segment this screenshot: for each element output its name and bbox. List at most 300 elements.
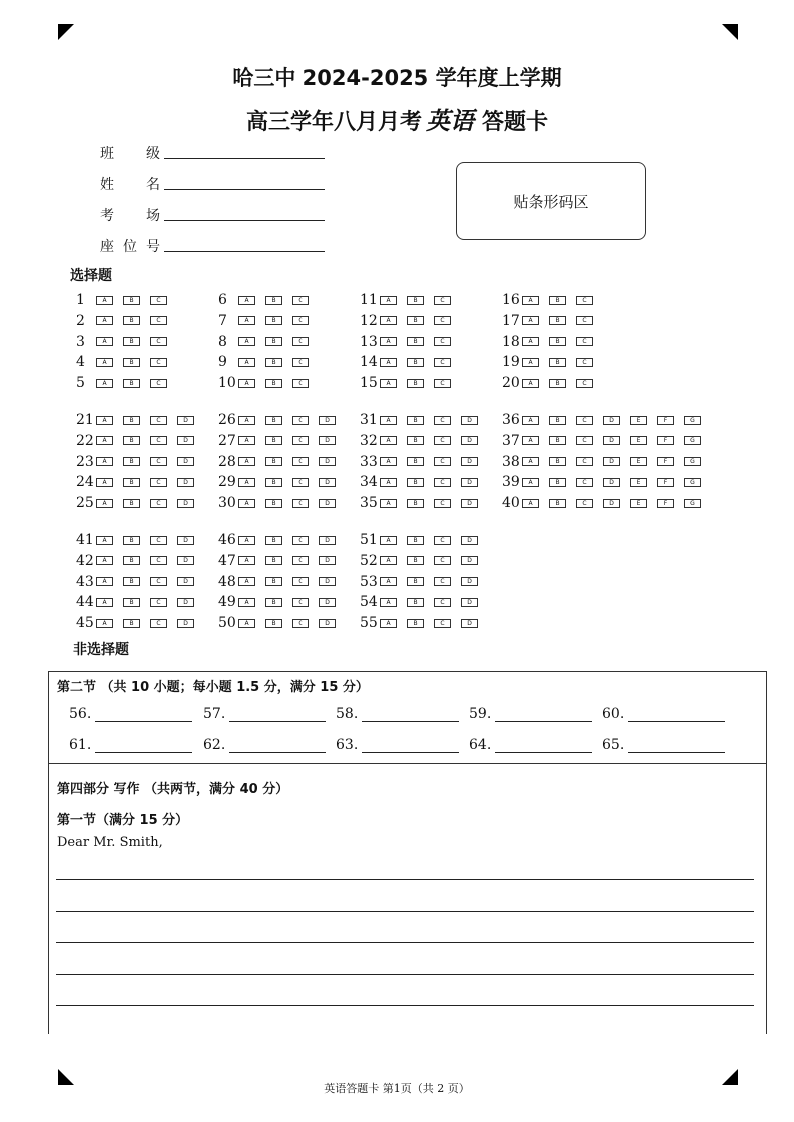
option-bubble-a[interactable]: A [238, 457, 255, 466]
option-bubble-d[interactable]: D [177, 536, 194, 545]
option-bubble-a[interactable]: A [522, 379, 539, 388]
blank-60[interactable]: 60. [602, 706, 725, 722]
option-bubble-b[interactable]: B [123, 499, 140, 508]
option-bubble-b[interactable]: B [265, 536, 282, 545]
option-bubble-d[interactable]: D [177, 416, 194, 425]
option-bubble-d[interactable]: D [177, 577, 194, 586]
question-54 [360, 593, 488, 611]
option-bubble-d[interactable]: D [461, 436, 478, 445]
option-bubble-d[interactable]: D [461, 598, 478, 607]
option-bubble-c[interactable]: C [434, 536, 451, 545]
option-bubble-b[interactable]: B [407, 416, 424, 425]
option-bubble-c[interactable]: C [150, 457, 167, 466]
question-number: 19 [502, 354, 520, 371]
option-bubble-c[interactable]: C [150, 598, 167, 607]
question-4 [76, 353, 177, 371]
option-bubble-c[interactable]: C [292, 358, 309, 367]
option-bubble-b[interactable]: B [407, 358, 424, 367]
option-bubble-b[interactable]: B [123, 478, 140, 487]
option-bubble-c[interactable]: C [292, 436, 309, 445]
option-bubble-a[interactable]: A [96, 436, 113, 445]
part4-subheading: 第一节（满分 15 分） [57, 813, 189, 828]
option-bubble-a[interactable]: A [238, 436, 255, 445]
option-bubble-a[interactable]: A [522, 499, 539, 508]
option-bubble-b[interactable]: B [123, 457, 140, 466]
question-45 [76, 614, 204, 632]
exam-title: 哈三中 2024-2025 学年度上学期 [232, 66, 562, 90]
option-bubble-c[interactable]: C [292, 499, 309, 508]
option-bubble-c[interactable]: C [150, 478, 167, 487]
option-bubble-a[interactable]: A [96, 379, 113, 388]
option-bubble-b[interactable]: B [265, 577, 282, 586]
option-bubble-b[interactable]: B [549, 436, 566, 445]
question-1 [76, 291, 177, 309]
option-bubble-a[interactable]: A [522, 337, 539, 346]
option-bubble-b[interactable]: B [407, 619, 424, 628]
option-bubble-d[interactable]: D [603, 457, 620, 466]
option-bubble-a[interactable]: A [380, 457, 397, 466]
option-bubble-b[interactable]: B [265, 598, 282, 607]
option-bubble-c[interactable]: C [292, 379, 309, 388]
question-number: 36 [502, 412, 520, 428]
option-bubble-c[interactable]: C [434, 499, 451, 508]
option-bubble-a[interactable]: A [522, 296, 539, 305]
option-bubble-c[interactable]: C [292, 536, 309, 545]
option-bubble-b[interactable]: B [123, 416, 140, 425]
question-number: 4 [76, 354, 85, 371]
question-47 [218, 552, 346, 570]
option-bubble-c[interactable]: C [576, 499, 593, 508]
option-bubble-b[interactable]: B [407, 556, 424, 565]
option-bubble-g[interactable]: G [684, 436, 701, 445]
option-bubble-b[interactable]: B [265, 337, 282, 346]
blank-62[interactable]: 62. [203, 737, 326, 753]
option-bubble-c[interactable]: C [434, 457, 451, 466]
option-bubble-c[interactable]: C [434, 337, 451, 346]
option-bubble-b[interactable]: B [265, 457, 282, 466]
writing-line[interactable] [56, 974, 754, 975]
option-bubble-b[interactable]: B [123, 536, 140, 545]
option-bubble-a[interactable]: A [380, 436, 397, 445]
option-bubble-a[interactable]: A [96, 296, 113, 305]
writing-line[interactable] [56, 911, 754, 912]
question-number: 13 [360, 333, 378, 350]
option-bubble-b[interactable]: B [265, 379, 282, 388]
option-bubble-c[interactable]: C [434, 598, 451, 607]
writing-line[interactable] [56, 942, 754, 943]
option-bubble-a[interactable]: A [238, 337, 255, 346]
option-bubble-a[interactable]: A [238, 619, 255, 628]
subtitle-pre: 高三学年八月月考 [245, 110, 422, 135]
option-bubble-b[interactable]: B [549, 379, 566, 388]
blank-61[interactable]: 61. [69, 737, 192, 753]
option-bubble-c[interactable]: C [292, 598, 309, 607]
option-bubble-c[interactable]: C [150, 316, 167, 325]
option-bubble-d[interactable]: D [177, 457, 194, 466]
question-number: 22 [76, 432, 94, 449]
option-bubble-c[interactable]: C [292, 296, 309, 305]
question-number: 18 [502, 333, 520, 350]
option-bubble-c[interactable]: C [434, 316, 451, 325]
question-48 [218, 573, 346, 591]
option-bubble-g[interactable]: G [684, 499, 701, 508]
option-bubble-b[interactable]: B [549, 358, 566, 367]
question-number: 29 [218, 474, 236, 491]
question-number: 53 [360, 573, 378, 590]
question-10 [218, 374, 319, 392]
option-bubble-b[interactable]: B [549, 457, 566, 466]
question-number: 50 [218, 615, 236, 631]
option-bubble-d[interactable]: D [319, 598, 336, 607]
option-bubble-a[interactable]: A [522, 358, 539, 367]
question-number: 24 [76, 474, 94, 491]
option-bubble-a[interactable]: A [96, 536, 113, 545]
option-bubble-a[interactable]: A [238, 556, 255, 565]
option-bubble-d[interactable]: D [177, 478, 194, 487]
option-bubble-c[interactable]: C [576, 436, 593, 445]
option-bubble-a[interactable]: A [380, 499, 397, 508]
option-bubble-g[interactable]: G [684, 457, 701, 466]
option-bubble-d[interactable]: D [319, 416, 336, 425]
blank-63[interactable]: 63. [336, 737, 459, 753]
question-24 [76, 473, 204, 491]
option-bubble-b[interactable]: B [407, 598, 424, 607]
option-bubble-b[interactable]: B [407, 436, 424, 445]
option-bubble-d[interactable]: D [461, 499, 478, 508]
option-bubble-b[interactable]: B [407, 296, 424, 305]
blank-64[interactable]: 64. [469, 737, 592, 753]
option-bubble-c[interactable]: C [150, 416, 167, 425]
option-bubble-b[interactable]: B [407, 577, 424, 586]
option-bubble-b[interactable]: B [407, 499, 424, 508]
info-field-seat[interactable] [100, 236, 160, 256]
question-43 [76, 573, 204, 591]
option-bubble-d[interactable]: D [177, 436, 194, 445]
option-bubble-a[interactable]: A [380, 337, 397, 346]
option-bubble-c[interactable]: C [292, 316, 309, 325]
question-number: 48 [218, 573, 236, 590]
option-bubble-d[interactable]: D [319, 577, 336, 586]
option-bubble-b[interactable]: B [549, 316, 566, 325]
option-bubble-b[interactable]: B [407, 316, 424, 325]
option-bubble-b[interactable]: B [123, 337, 140, 346]
option-bubble-f[interactable]: F [657, 499, 674, 508]
option-bubble-c[interactable]: C [434, 358, 451, 367]
question-number: 52 [360, 552, 378, 569]
option-bubble-d[interactable]: D [461, 478, 478, 487]
option-bubble-a[interactable]: A [238, 499, 255, 508]
option-bubble-b[interactable]: B [407, 536, 424, 545]
answer-box [48, 671, 767, 1034]
option-bubble-b[interactable]: B [265, 416, 282, 425]
option-bubble-b[interactable]: B [549, 337, 566, 346]
option-bubble-b[interactable]: B [123, 296, 140, 305]
option-bubble-c[interactable]: C [150, 619, 167, 628]
option-bubble-a[interactable]: A [238, 296, 255, 305]
option-bubble-g[interactable]: G [684, 478, 701, 487]
option-bubble-c[interactable]: C [292, 619, 309, 628]
info-label: 考场 [100, 208, 160, 224]
question-number: 7 [218, 312, 227, 329]
question-55 [360, 614, 488, 632]
subject-name: 英语 [426, 106, 474, 135]
option-bubble-a[interactable]: A [522, 457, 539, 466]
option-bubble-b[interactable]: B [265, 619, 282, 628]
option-bubble-b[interactable]: B [265, 358, 282, 367]
letter-salutation: Dear Mr. Smith, [57, 835, 163, 850]
option-bubble-c[interactable]: C [150, 337, 167, 346]
option-bubble-g[interactable]: G [684, 416, 701, 425]
option-bubble-c[interactable]: C [434, 296, 451, 305]
option-bubble-a[interactable]: A [96, 499, 113, 508]
option-bubble-c[interactable]: C [434, 478, 451, 487]
option-bubble-c[interactable]: C [576, 337, 593, 346]
question-8 [218, 333, 319, 351]
blank-65[interactable]: 65. [602, 737, 725, 753]
option-bubble-c[interactable]: C [150, 536, 167, 545]
option-bubble-b[interactable]: B [549, 296, 566, 305]
question-21 [76, 411, 204, 429]
corner-mark-top-left [58, 24, 74, 40]
question-9 [218, 353, 319, 371]
option-bubble-b[interactable]: B [123, 556, 140, 565]
option-bubble-f[interactable]: F [657, 436, 674, 445]
option-bubble-a[interactable]: A [522, 416, 539, 425]
option-bubble-c[interactable]: C [434, 556, 451, 565]
option-bubble-c[interactable]: C [150, 436, 167, 445]
question-36 [502, 411, 711, 429]
option-bubble-c[interactable]: C [150, 499, 167, 508]
question-number: 23 [76, 453, 94, 470]
option-bubble-a[interactable]: A [96, 478, 113, 487]
option-bubble-a[interactable]: A [380, 478, 397, 487]
option-bubble-d[interactable]: D [319, 436, 336, 445]
option-bubble-a[interactable]: A [238, 577, 255, 586]
option-bubble-d[interactable]: D [319, 619, 336, 628]
blank-57[interactable]: 57. [203, 706, 326, 722]
question-number: 30 [218, 495, 236, 511]
option-bubble-e[interactable]: E [630, 416, 647, 425]
option-bubble-d[interactable]: D [461, 416, 478, 425]
option-bubble-a[interactable]: A [238, 416, 255, 425]
question-31 [360, 411, 488, 429]
option-bubble-a[interactable]: A [380, 536, 397, 545]
question-49 [218, 593, 346, 611]
option-bubble-c[interactable]: C [150, 296, 167, 305]
option-bubble-c[interactable]: C [434, 379, 451, 388]
option-bubble-e[interactable]: E [630, 457, 647, 466]
question-39 [502, 473, 711, 491]
option-bubble-a[interactable]: A [522, 478, 539, 487]
option-bubble-c[interactable]: C [292, 478, 309, 487]
question-51 [360, 531, 488, 549]
option-bubble-c[interactable]: C [576, 358, 593, 367]
option-bubble-b[interactable]: B [123, 436, 140, 445]
writing-line[interactable] [56, 879, 754, 880]
question-11 [360, 291, 461, 309]
option-bubble-c[interactable]: C [292, 416, 309, 425]
option-bubble-a[interactable]: A [380, 316, 397, 325]
option-bubble-d[interactable]: D [603, 416, 620, 425]
option-bubble-c[interactable]: C [434, 619, 451, 628]
option-bubble-b[interactable]: B [407, 478, 424, 487]
option-bubble-e[interactable]: E [630, 499, 647, 508]
option-bubble-d[interactable]: D [461, 536, 478, 545]
option-bubble-d[interactable]: D [603, 478, 620, 487]
option-bubble-b[interactable]: B [265, 316, 282, 325]
option-bubble-a[interactable]: A [380, 556, 397, 565]
option-bubble-d[interactable]: D [461, 556, 478, 565]
option-bubble-b[interactable]: B [407, 457, 424, 466]
question-17 [502, 312, 603, 330]
option-bubble-d[interactable]: D [319, 478, 336, 487]
option-bubble-d[interactable]: D [461, 577, 478, 586]
question-44 [76, 593, 204, 611]
option-bubble-a[interactable]: A [96, 598, 113, 607]
option-bubble-f[interactable]: F [657, 457, 674, 466]
option-bubble-a[interactable]: A [380, 358, 397, 367]
option-bubble-e[interactable]: E [630, 436, 647, 445]
option-bubble-a[interactable]: A [96, 316, 113, 325]
question-number: 5 [76, 375, 85, 391]
option-bubble-a[interactable]: A [96, 457, 113, 466]
option-bubble-b[interactable]: B [123, 379, 140, 388]
option-bubble-d[interactable]: D [177, 598, 194, 607]
question-number: 21 [76, 412, 94, 428]
option-bubble-a[interactable]: A [238, 358, 255, 367]
option-bubble-a[interactable]: A [238, 536, 255, 545]
option-bubble-d[interactable]: D [461, 457, 478, 466]
option-bubble-a[interactable]: A [238, 478, 255, 487]
question-20 [502, 374, 603, 392]
question-number: 37 [502, 432, 520, 449]
option-bubble-a[interactable]: A [380, 416, 397, 425]
option-bubble-c[interactable]: C [292, 337, 309, 346]
option-bubble-d[interactable]: D [319, 457, 336, 466]
option-bubble-a[interactable]: A [380, 296, 397, 305]
option-bubble-a[interactable]: A [96, 337, 113, 346]
option-bubble-b[interactable]: B [265, 556, 282, 565]
option-bubble-f[interactable]: F [657, 416, 674, 425]
option-bubble-b[interactable]: B [265, 296, 282, 305]
option-bubble-d[interactable]: D [319, 536, 336, 545]
blank-58[interactable]: 58. [336, 706, 459, 722]
option-bubble-c[interactable]: C [576, 296, 593, 305]
option-bubble-d[interactable]: D [319, 556, 336, 565]
question-number: 20 [502, 375, 520, 391]
option-bubble-c[interactable]: C [434, 577, 451, 586]
question-16 [502, 291, 603, 309]
option-bubble-c[interactable]: C [576, 416, 593, 425]
info-field-room[interactable] [100, 205, 160, 225]
option-bubble-c[interactable]: C [434, 416, 451, 425]
option-bubble-b[interactable]: B [549, 499, 566, 508]
question-26 [218, 411, 346, 429]
option-bubble-a[interactable]: A [238, 379, 255, 388]
option-bubble-c[interactable]: C [576, 457, 593, 466]
corner-mark-top-right [722, 24, 738, 40]
option-bubble-d[interactable]: D [177, 499, 194, 508]
exam-subtitle [0, 101, 794, 136]
option-bubble-d[interactable]: D [603, 499, 620, 508]
option-bubble-a[interactable]: A [96, 416, 113, 425]
question-number: 6 [218, 292, 227, 308]
info-field-name[interactable] [100, 174, 160, 194]
option-bubble-b[interactable]: B [407, 337, 424, 346]
option-bubble-b[interactable]: B [123, 358, 140, 367]
blank-59[interactable]: 59. [469, 706, 592, 722]
option-bubble-c[interactable]: C [434, 436, 451, 445]
option-bubble-a[interactable]: A [522, 436, 539, 445]
option-bubble-a[interactable]: A [380, 598, 397, 607]
option-bubble-b[interactable]: B [549, 478, 566, 487]
option-bubble-f[interactable]: F [657, 478, 674, 487]
option-bubble-a[interactable]: A [238, 598, 255, 607]
option-bubble-a[interactable]: A [380, 577, 397, 586]
option-bubble-a[interactable]: A [380, 379, 397, 388]
question-30 [218, 494, 346, 512]
option-bubble-a[interactable]: A [96, 556, 113, 565]
option-bubble-a[interactable]: A [380, 619, 397, 628]
question-number: 34 [360, 474, 378, 491]
option-bubble-b[interactable]: B [123, 619, 140, 628]
option-bubble-d[interactable]: D [177, 556, 194, 565]
option-bubble-c[interactable]: C [292, 457, 309, 466]
option-bubble-b[interactable]: B [265, 436, 282, 445]
option-bubble-c[interactable]: C [150, 358, 167, 367]
option-bubble-c[interactable]: C [150, 577, 167, 586]
option-bubble-b[interactable]: B [123, 577, 140, 586]
option-bubble-b[interactable]: B [265, 499, 282, 508]
option-bubble-a[interactable]: A [96, 358, 113, 367]
option-bubble-b[interactable]: B [123, 316, 140, 325]
option-bubble-b[interactable]: B [123, 598, 140, 607]
blank-56[interactable]: 56. [69, 706, 192, 722]
option-bubble-d[interactable]: D [319, 499, 336, 508]
option-bubble-a[interactable]: A [96, 619, 113, 628]
option-bubble-c[interactable]: C [576, 316, 593, 325]
option-bubble-c[interactable]: C [292, 577, 309, 586]
question-15 [360, 374, 461, 392]
option-bubble-a[interactable]: A [238, 316, 255, 325]
writing-line[interactable] [56, 1005, 754, 1006]
question-number: 43 [76, 573, 94, 590]
page-footer: 英语答题卡 第1页（共 2 页） [324, 1082, 470, 1095]
option-bubble-d[interactable]: D [603, 436, 620, 445]
barcode-area: 贴条形码区 [456, 162, 646, 240]
option-bubble-c[interactable]: C [576, 478, 593, 487]
question-number: 1 [76, 292, 85, 308]
info-field-class[interactable] [100, 143, 160, 163]
option-bubble-b[interactable]: B [265, 478, 282, 487]
question-number: 49 [218, 594, 236, 611]
question-number: 44 [76, 594, 94, 611]
option-bubble-c[interactable]: C [150, 379, 167, 388]
option-bubble-b[interactable]: B [549, 416, 566, 425]
question-number: 32 [360, 432, 378, 449]
option-bubble-a[interactable]: A [96, 577, 113, 586]
option-bubble-a[interactable]: A [522, 316, 539, 325]
question-2 [76, 312, 177, 330]
option-bubble-c[interactable]: C [292, 556, 309, 565]
question-40 [502, 494, 711, 512]
option-bubble-d[interactable]: D [177, 619, 194, 628]
option-bubble-c[interactable]: C [576, 379, 593, 388]
option-bubble-b[interactable]: B [407, 379, 424, 388]
option-bubble-d[interactable]: D [461, 619, 478, 628]
option-bubble-c[interactable]: C [150, 556, 167, 565]
option-bubble-e[interactable]: E [630, 478, 647, 487]
